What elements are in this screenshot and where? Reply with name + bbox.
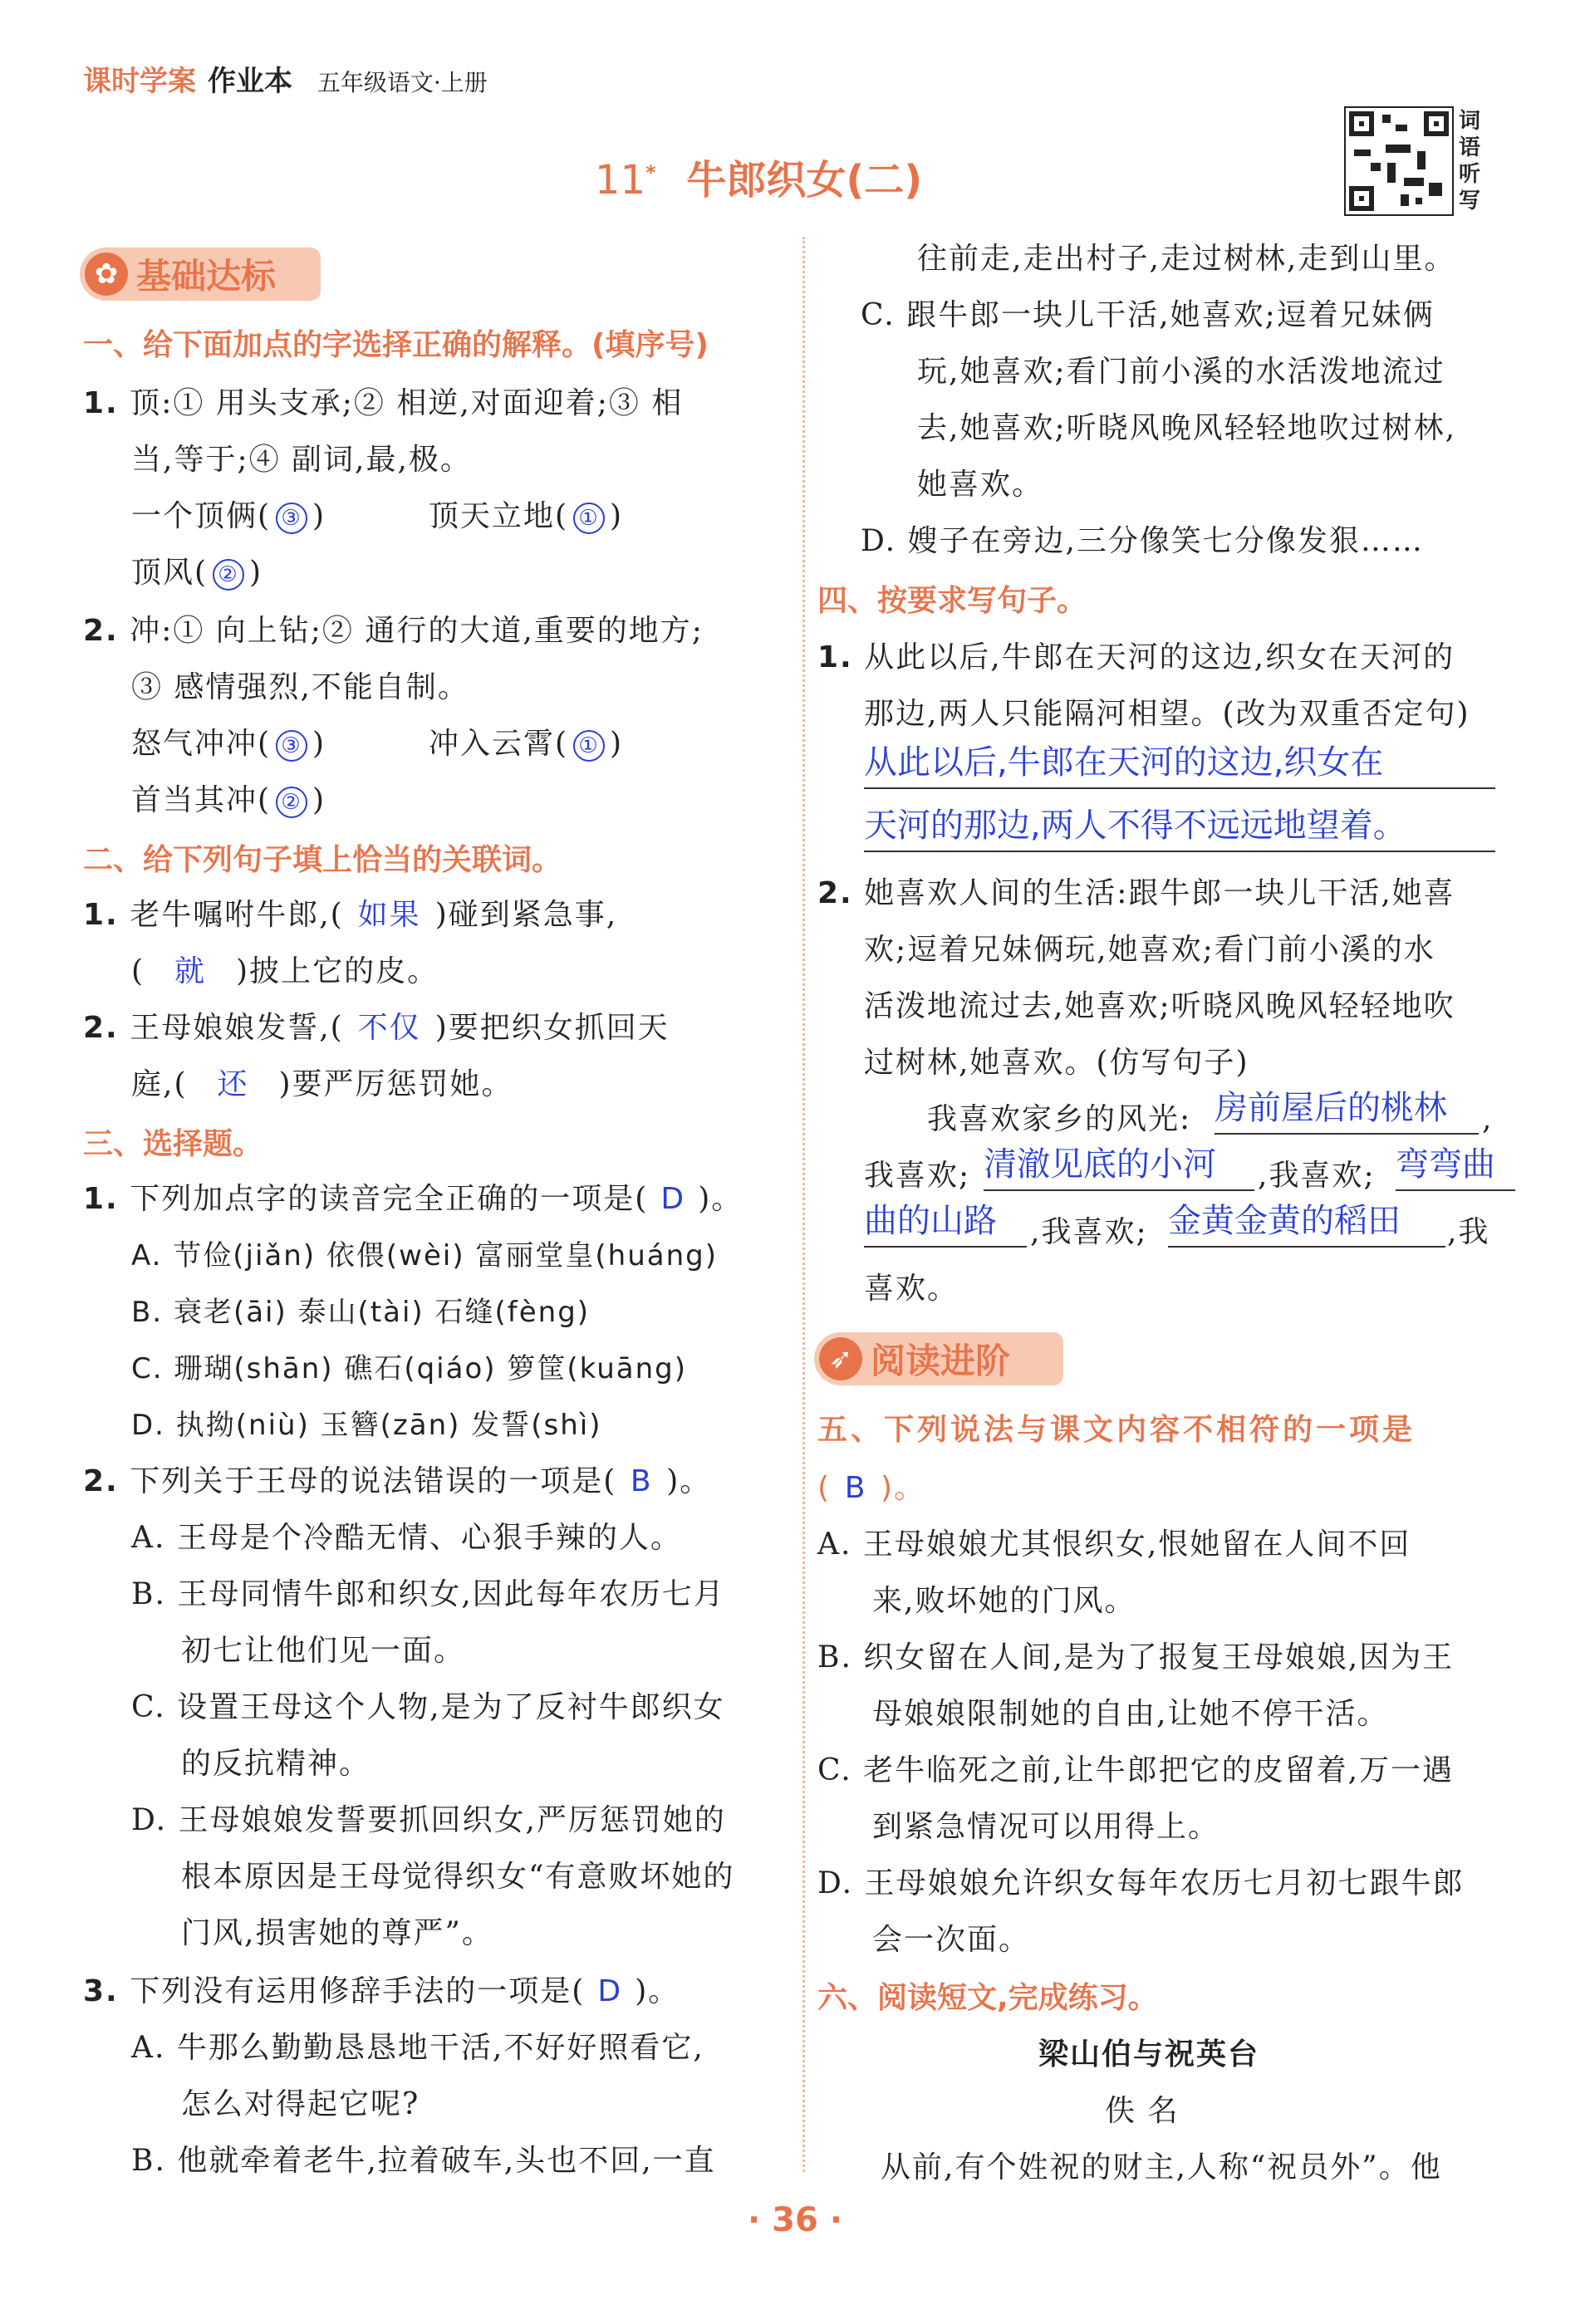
page-number: · 36 · [748,2201,842,2239]
column-divider [802,237,805,2172]
lesson-mark: * [645,161,656,184]
s5-option-a2: 来,败坏她的门风。 [872,1584,1136,1618]
section-4-title: 四、按要求写句子。 [817,584,1087,618]
s3-q2-option-b1: B. 王母同情牛郎和织女,因此每年农历七月 [131,1577,725,1611]
gear-icon: ✿ [85,253,128,296]
runner-icon: ➶ [819,1337,862,1380]
s4-q1-line2: 那边,两人只能隔河相望。(改为双重否定句) [864,697,1470,731]
section-6-title: 六、阅读短文,完成练习。 [817,1981,1158,2015]
r-option-d: D. 嫂子在旁边,三分像笑七分像发狠…… [861,524,1424,558]
s2-q1-line2: ( 就 )披上它的皮。 [131,954,439,988]
s3-q3-option-a2: 怎么对得起它呢? [181,2087,420,2121]
s3-q2-option-d2: 根本原因是王母觉得织女“有意败坏她的 [181,1860,735,1894]
passage-author: 佚 名 [1105,2094,1180,2128]
section-5-title: 五、下列说法与课文内容不相符的一项是 [817,1413,1416,1447]
s5-option-d1: D. 王母娘娘允许织女每年农历七月初七跟牛郎 [817,1866,1465,1900]
section-3-title: 三、选择题。 [83,1127,263,1161]
section-2-title: 二、给下列句子填上恰当的关联词。 [83,843,562,877]
s4-q2-answer-3a: 弯弯曲 [1396,1140,1515,1191]
q1-item-b: 顶天立地( ① ) [429,499,624,533]
qr-code-icon[interactable] [1344,106,1454,216]
passage-title: 梁山伯与祝英台 [1038,2037,1260,2071]
s5-option-c2: 到紧急情况可以用得上。 [872,1810,1220,1844]
s4-q2-like-3: ,我喜欢; [1030,1215,1148,1249]
s3-q3: 3. 下列没有运用修辞手法的一项是( D )。 [83,1974,680,2008]
s2-q1-line1: 1. 老牛嘱咐牛郎,( 如果 )碰到紧急事, [83,898,618,932]
q2-item-a: 怒气冲冲( ③ ) [131,727,326,761]
s3-q2-option-c1: C. 设置王母这个人物,是为了反衬牛郎织女 [131,1690,725,1724]
r-option-c1: C. 跟牛郎一块儿干活,她喜欢;逗着兄妹俩 [861,298,1435,332]
lesson-title [595,148,922,205]
s4-q2-line3: 活泼地流过去,她喜欢;听晓风晚风轻轻地吹 [864,989,1455,1023]
s3-q1-option-a: A. 节俭(jiǎn) 依偎(wèi) 富丽堂皇(huáng) [131,1239,718,1272]
lesson-number: 11 [595,157,646,203]
s4-q2-line1: 2. 她喜欢人间的生活:跟牛郎一块儿干活,她喜 [817,876,1455,910]
q2-line2: ③ 感情强烈,不能自制。 [131,670,469,704]
q2-item-c: 首当其冲( ② ) [131,783,326,817]
s3-q1-option-d: D. 执拗(niù) 玉簪(zān) 发誓(shì) [131,1409,602,1442]
s3-q1-option-c: C. 珊瑚(shān) 礁石(qiáo) 箩筐(kuāng) [131,1352,688,1385]
s3-q2-option-a: A. 王母是个冷酷无情、心狠手辣的人。 [131,1521,682,1555]
s5-option-d2: 会一次面。 [872,1923,1031,1957]
q1-line1: 1. 顶:① 用头支承;② 相逆,对面迎着;③ 相 [83,386,684,420]
section-5-answer: ( B )。 [817,1471,926,1505]
s4-q1-answer-line2: 天河的那边,两人不得不远远地望着。 [864,801,1495,852]
s5-option-b1: B. 织女留在人间,是为了报复王母娘娘,因为王 [817,1640,1455,1674]
s3-q3-option-b1: B. 他就牵着老牛,拉着破车,头也不回,一直 [131,2144,716,2178]
q2-line1: 2. 冲:① 向上钻;② 通行的大道,重要的地方; [83,614,704,648]
s3-q2-option-d3: 门风,损害她的尊严”。 [181,1916,493,1950]
q1-line2: 当,等于;④ 副词,最,极。 [131,443,472,477]
s2-q2-line1: 2. 王母娘娘发誓,( 不仅 )要把织女抓回天 [83,1011,670,1045]
s4-q2-answer-2: 清澈见底的小河 [984,1140,1254,1191]
badge-reading [814,1332,1063,1385]
s5-option-a1: A. 王母娘娘尤其恨织女,恨她留在人间不回 [817,1527,1411,1562]
book-subtitle: 五年级语文·上册 [317,69,488,96]
badge-basic [80,248,321,301]
s2-q2-line2: 庭,( 还 )要严厉惩罚她。 [131,1067,513,1101]
lesson-name: 牛郎织女(二) [686,157,923,203]
q2-item-b: 冲入云霄( ① ) [429,727,624,761]
brand-black: 作业本 [208,65,292,98]
s4-q2-end-2: 喜欢。 [864,1272,959,1306]
s4-q1-answer-line1: 从此以后,牛郎在天河的这边,织女在 [864,738,1495,789]
s5-option-c1: C. 老牛临死之前,让牛郎把它的皮留着,万一遇 [817,1753,1455,1787]
brand-orange: 课时学案 [83,65,196,98]
s4-q2-answer-1: 房前屋后的桃林 [1215,1083,1479,1135]
badge-reading-label: 阅读进阶 [871,1341,1011,1381]
s3-q2-option-c2: 的反抗精神。 [181,1747,371,1781]
s4-q2-answer-4: 金黄金黄的稻田 [1168,1196,1445,1248]
q1-item-c: 顶风( ② ) [131,556,263,590]
s3-q2-option-b2: 初七让他们见一面。 [181,1634,466,1668]
s3-q2-option-d1: D. 王母娘娘发誓要抓回织女,严厉惩罚她的 [131,1803,726,1837]
s4-q2-comma: , [1482,1102,1494,1136]
qr-label: 词语听写 [1459,109,1481,213]
s4-q2-line4: 过树林,她喜欢。(仿写句子) [864,1046,1249,1080]
passage-line-1: 从前,有个姓祝的财主,人称“祝员外”。他 [881,2150,1442,2184]
s3-q2: 2. 下列关于王母的说法错误的一项是( B )。 [83,1464,712,1498]
s4-q2-like-1: 我喜欢; [864,1159,971,1193]
q1-item-a: 一个顶俩( ③ ) [131,499,326,533]
s4-q2-end-1: ,我 [1447,1215,1490,1249]
s5-option-b2: 母娘娘限制她的自由,让她不停干活。 [872,1697,1389,1731]
r-option-c2: 玩,她喜欢;看门前小溪的水活泼地流过 [917,355,1445,389]
s3-q1: 1. 下列加点字的读音完全正确的一项是( D )。 [83,1182,743,1216]
r-option-b2: 往前走,走出村子,走过树林,走到山里。 [917,242,1456,276]
r-option-c3: 去,她喜欢;听晓风晚风轻轻地吹过树林, [917,411,1457,445]
section-1-title: 一、给下面加点的字选择正确的解释。(填序号) [83,328,709,362]
s3-q3-option-a1: A. 牛那么勤勤恳恳地干活,不好好照看它, [131,2031,704,2065]
s4-q2-line2: 欢;逗着兄妹俩玩,她喜欢;看门前小溪的水 [864,933,1435,967]
s4-q2-lead: 我喜欢家乡的风光: [927,1102,1192,1136]
badge-basic-label: 基础达标 [136,256,277,297]
s3-q1-option-b: B. 衰老(āi) 泰山(tài) 石缝(fèng) [131,1296,591,1329]
header-brand [83,58,488,99]
s4-q2-like-2: ,我喜欢; [1258,1159,1376,1193]
s4-q1-line1: 1. 从此以后,牛郎在天河的这边,织女在天河的 [817,640,1455,674]
r-option-c4: 她喜欢。 [917,468,1044,502]
s4-q2-answer-3b: 曲的山路 [864,1196,1027,1248]
